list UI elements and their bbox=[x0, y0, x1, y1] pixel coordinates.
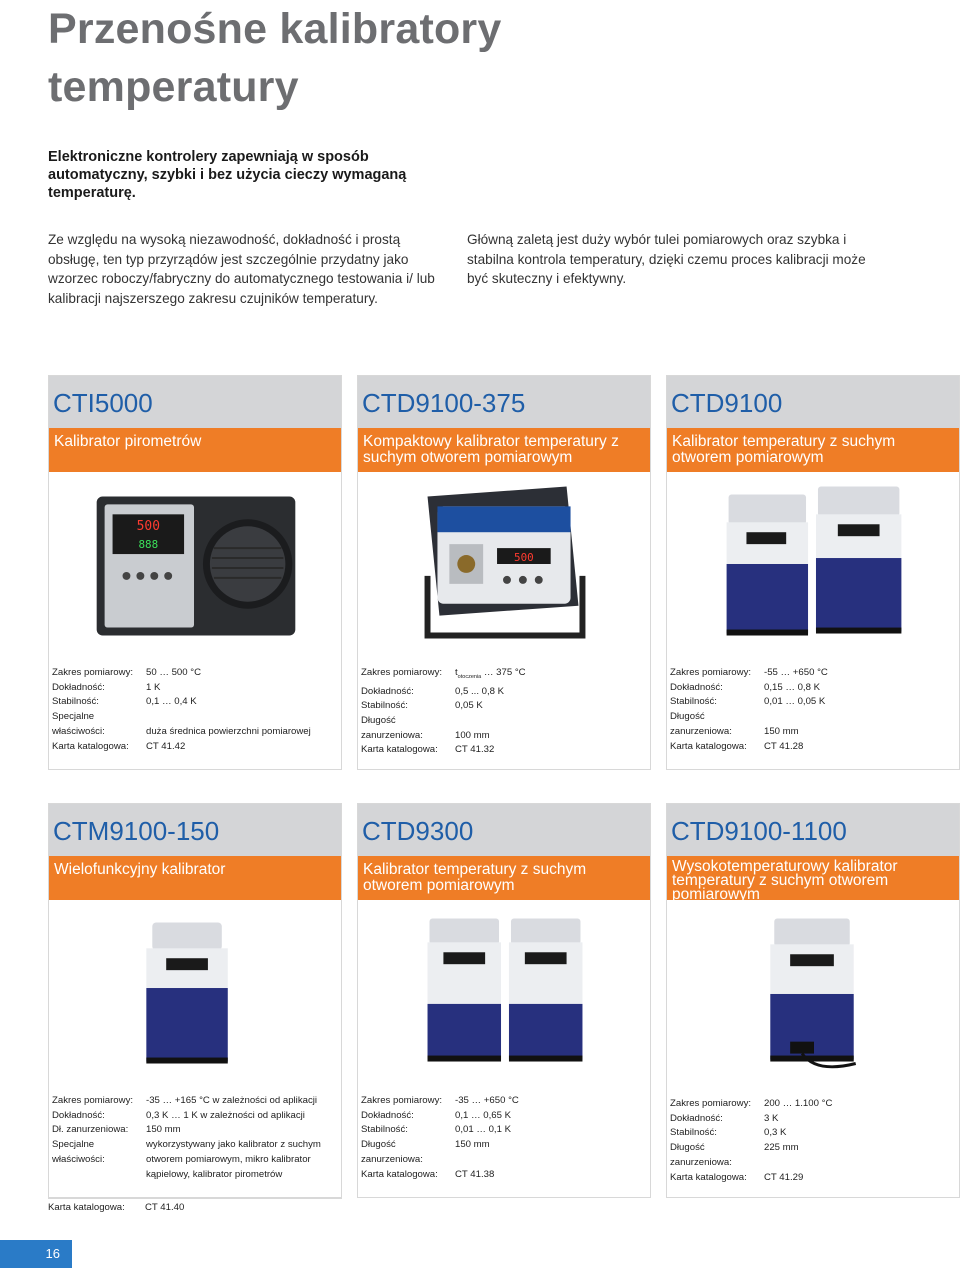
spec-value: 1 K bbox=[146, 681, 161, 693]
spec-value bbox=[146, 710, 339, 725]
spec-row bbox=[361, 729, 648, 744]
spec-value: otworem pomiarowym, mikro kalibrator bbox=[146, 1153, 311, 1165]
spec-value: 0,3 K bbox=[764, 1127, 787, 1139]
spec-list bbox=[670, 1097, 957, 1185]
card-header bbox=[667, 804, 959, 856]
spec-row bbox=[52, 740, 339, 755]
spec-value: -35 … +165 °C w zależności od aplikacji bbox=[146, 1095, 318, 1106]
spec-label: Długość bbox=[361, 715, 396, 727]
card-header bbox=[358, 804, 650, 856]
spec-row bbox=[670, 1112, 957, 1127]
spec-label: Karta katalogowa: bbox=[670, 740, 747, 752]
spec-row bbox=[670, 681, 957, 696]
card-header bbox=[49, 376, 341, 428]
spec-value: 0,5 ... 0,8 K bbox=[455, 685, 505, 697]
spec-row bbox=[361, 1109, 648, 1124]
intro-paragraph-right: Główną zaletą jest duży wybór tulei pomiarowych oraz szybka i stabilna kontrola temperatury, dzięki czemu proces kalibracji może być skuteczny i efektywny. bbox=[467, 232, 866, 286]
catalog-sheet-value: CT 41.40 bbox=[145, 1202, 185, 1213]
product-image bbox=[667, 904, 959, 1079]
spec-row bbox=[670, 1097, 957, 1112]
product-card-ctd9100-1100 bbox=[666, 803, 960, 1198]
spec-list bbox=[361, 666, 648, 758]
spec-row bbox=[361, 1094, 648, 1109]
spec-label: Dł. zanurzeniowa: bbox=[52, 1124, 129, 1136]
spec-value: CT 41.38 bbox=[455, 1168, 495, 1180]
product-model: CTD9300 bbox=[362, 816, 474, 846]
spec-value: 200 … 1.100 °C bbox=[764, 1098, 833, 1109]
spec-row bbox=[361, 1123, 648, 1138]
card-header bbox=[49, 804, 341, 856]
spec-list bbox=[670, 666, 957, 754]
spec-label: Zakres pomiarowy: bbox=[361, 1095, 443, 1106]
spec-row bbox=[52, 695, 339, 710]
spec-label: zanurzeniowa: bbox=[361, 1153, 423, 1165]
page-number: 16 bbox=[0, 1240, 72, 1268]
product-subtitle: Kalibrator temperatury z suchym otworem pomiarowym bbox=[363, 861, 587, 894]
product-model: CTI5000 bbox=[53, 388, 153, 418]
spec-value: 3 K bbox=[764, 1112, 779, 1124]
product-subtitle: Kalibrator pirometrów bbox=[54, 433, 202, 450]
spec-row bbox=[361, 1138, 648, 1153]
spec-value: duża średnica powierzchni pomiarowej bbox=[146, 725, 311, 737]
product-model: CTD9100 bbox=[671, 388, 783, 418]
spec-row bbox=[52, 1123, 339, 1138]
product-card-ctd9100-375 bbox=[357, 375, 651, 770]
card-subtitle-bar bbox=[667, 428, 959, 472]
page-title-line2: temperatury bbox=[48, 63, 299, 111]
spec-row bbox=[670, 710, 957, 725]
product-image bbox=[358, 476, 650, 651]
spec-value: 0,05 K bbox=[455, 700, 483, 712]
spec-label bbox=[52, 1168, 146, 1183]
spec-row bbox=[361, 699, 648, 714]
product-subtitle: Wysokotemperaturowy kalibrator temperatury z suchym otworem pomiarowym bbox=[672, 858, 898, 903]
spec-value: wykorzystywany jako kalibrator z suchym bbox=[146, 1139, 321, 1151]
spec-label: Specjalne bbox=[52, 711, 95, 723]
spec-row bbox=[361, 743, 648, 758]
product-card-ctd9100 bbox=[666, 375, 960, 770]
card-subtitle-bar bbox=[358, 856, 650, 900]
spec-value: 150 mm bbox=[764, 725, 799, 737]
spec-label: Stabilność: bbox=[361, 1124, 408, 1136]
spec-label: Dokładność: bbox=[52, 681, 105, 693]
spec-label: Karta katalogowa: bbox=[670, 1171, 747, 1183]
spec-value-rest: … 375 °C bbox=[481, 667, 526, 678]
product-subtitle: Kompaktowy kalibrator temperatury z suchym otworem pomiarowym bbox=[363, 433, 619, 466]
lead-text: Elektroniczne kontrolery zapewniają w sposób automatyczny, szybki i bez użycia cieczy wymaganą temperaturę. bbox=[48, 149, 407, 201]
spec-value: 0,3 K … 1 K w zależności od aplikacji bbox=[146, 1109, 305, 1121]
spec-value: CT 41.29 bbox=[764, 1171, 804, 1183]
spec-value bbox=[455, 1153, 648, 1168]
spec-row bbox=[670, 725, 957, 740]
product-model: CTD9100-1100 bbox=[671, 816, 847, 846]
spec-value: kąpielowy, kalibrator pirometrów bbox=[146, 1168, 283, 1180]
spec-row bbox=[670, 695, 957, 710]
spec-list bbox=[52, 666, 339, 754]
spec-label: Specjalne bbox=[52, 1139, 95, 1151]
card-header bbox=[358, 376, 650, 428]
card-header bbox=[667, 376, 959, 428]
product-image bbox=[49, 476, 341, 651]
spec-row bbox=[52, 666, 339, 681]
spec-row bbox=[361, 666, 648, 685]
spec-label: Długość bbox=[670, 1142, 705, 1154]
svg-text:500: 500 bbox=[514, 551, 534, 565]
card-subtitle-bar bbox=[667, 856, 959, 903]
spec-row bbox=[361, 1168, 648, 1183]
svg-text:888: 888 bbox=[138, 538, 159, 552]
spec-row bbox=[670, 740, 957, 755]
spec-label: zanurzeniowa: bbox=[670, 1156, 732, 1168]
spec-value: 150 mm bbox=[146, 1124, 181, 1136]
page-title-line1: Przenośne kalibratory bbox=[48, 5, 502, 53]
spec-row bbox=[670, 1171, 957, 1186]
spec-label: Dokładność: bbox=[670, 681, 723, 693]
product-image bbox=[49, 904, 341, 1079]
product-card-ctd9300 bbox=[357, 803, 651, 1198]
spec-label: Zakres pomiarowy: bbox=[670, 1098, 752, 1109]
product-card-cti5000 bbox=[48, 375, 342, 770]
spec-row bbox=[361, 714, 648, 729]
spec-value: 0,01 … 0,1 K bbox=[455, 1124, 511, 1136]
spec-row bbox=[670, 1156, 957, 1171]
spec-value: 0,1 … 0,4 K bbox=[146, 696, 197, 708]
spec-value: CT 41.28 bbox=[764, 740, 804, 752]
product-image bbox=[667, 476, 959, 651]
spec-value-subscript: otoczenia bbox=[457, 673, 482, 680]
spec-label: Dokładność: bbox=[361, 1109, 414, 1121]
spec-value: 100 mm bbox=[455, 729, 490, 741]
spec-row bbox=[670, 1141, 957, 1156]
spec-row bbox=[670, 666, 957, 681]
product-subtitle: Kalibrator temperatury z suchym otworem pomiarowym bbox=[672, 433, 896, 466]
spec-row bbox=[52, 1138, 339, 1153]
spec-row bbox=[52, 681, 339, 696]
spec-row bbox=[670, 1126, 957, 1141]
spec-label: Zakres pomiarowy: bbox=[52, 667, 134, 678]
spec-value-main: t bbox=[455, 667, 458, 678]
spec-list bbox=[361, 1094, 648, 1182]
spec-label: zanurzeniowa: bbox=[361, 729, 423, 741]
spec-label: Stabilność: bbox=[361, 700, 408, 712]
card-subtitle-bar bbox=[49, 856, 341, 900]
spec-label: Karta katalogowa: bbox=[361, 744, 438, 756]
spec-value: 0,01 … 0,05 K bbox=[764, 696, 826, 708]
svg-text:500: 500 bbox=[136, 519, 160, 535]
spec-value: 150 mm bbox=[455, 1139, 490, 1151]
spec-value bbox=[455, 714, 648, 729]
catalog-sheet-label: Karta katalogowa: bbox=[48, 1202, 125, 1213]
spec-label: Dokładność: bbox=[361, 685, 414, 697]
spec-list bbox=[52, 1094, 339, 1182]
spec-row bbox=[52, 1168, 339, 1183]
spec-value: 0,15 … 0,8 K bbox=[764, 681, 820, 693]
spec-label: Karta katalogowa: bbox=[361, 1168, 438, 1180]
spec-value: -35 … +650 °C bbox=[455, 1095, 519, 1106]
spec-label: Karta katalogowa: bbox=[52, 740, 129, 752]
spec-label: Zakres pomiarowy: bbox=[670, 667, 752, 678]
spec-row bbox=[361, 1153, 648, 1168]
spec-value bbox=[455, 666, 648, 685]
card-subtitle-bar bbox=[49, 428, 341, 472]
spec-label: Stabilność: bbox=[670, 696, 717, 708]
spec-row bbox=[52, 1094, 339, 1109]
card-subtitle-bar bbox=[358, 428, 650, 472]
spec-row bbox=[52, 725, 339, 740]
product-card-ctm9100-150 bbox=[48, 803, 342, 1198]
spec-row bbox=[361, 685, 648, 700]
page-title bbox=[48, 0, 648, 116]
spec-value bbox=[764, 1156, 957, 1171]
intro-paragraph-left: Ze względu na wysoką niezawodność, dokładność i prostą obsługę, ten typ przyrządów jest szczególnie przydatny jako wzorzec roboczy/fabryczny do automatycznego testowania i/ lub kalibracji najszerszego zakresu czujników temperatury. bbox=[48, 232, 435, 306]
product-model: CTM9100-150 bbox=[53, 816, 220, 846]
spec-label: Zakres pomiarowy: bbox=[52, 1095, 134, 1106]
catalog-sheet-row bbox=[48, 1198, 342, 1215]
spec-label: Stabilność: bbox=[52, 696, 99, 708]
spec-label: właściwości: bbox=[52, 1153, 105, 1165]
spec-value: 0,1 … 0,65 K bbox=[455, 1109, 511, 1121]
spec-label: Dokładność: bbox=[670, 1112, 723, 1124]
spec-label: Długość bbox=[670, 711, 705, 723]
spec-value bbox=[764, 710, 957, 725]
spec-value: 225 mm bbox=[764, 1142, 799, 1154]
product-subtitle: Wielofunkcyjny kalibrator bbox=[54, 861, 226, 878]
spec-value: 50 … 500 °C bbox=[146, 667, 202, 678]
spec-label: zanurzeniowa: bbox=[670, 725, 732, 737]
spec-label: Dokładność: bbox=[52, 1109, 105, 1121]
spec-value: CT 41.32 bbox=[455, 744, 495, 756]
spec-row bbox=[52, 710, 339, 725]
spec-value: -55 … +650 °C bbox=[764, 667, 828, 678]
spec-row bbox=[52, 1153, 339, 1168]
spec-label: Długość bbox=[361, 1139, 396, 1151]
spec-label: Zakres pomiarowy: bbox=[361, 667, 443, 678]
spec-row bbox=[52, 1109, 339, 1124]
spec-value: CT 41.42 bbox=[146, 740, 186, 752]
product-image bbox=[358, 904, 650, 1079]
spec-label: właściwości: bbox=[52, 725, 105, 737]
product-model: CTD9100-375 bbox=[362, 388, 526, 418]
spec-label: Stabilność: bbox=[670, 1127, 717, 1139]
